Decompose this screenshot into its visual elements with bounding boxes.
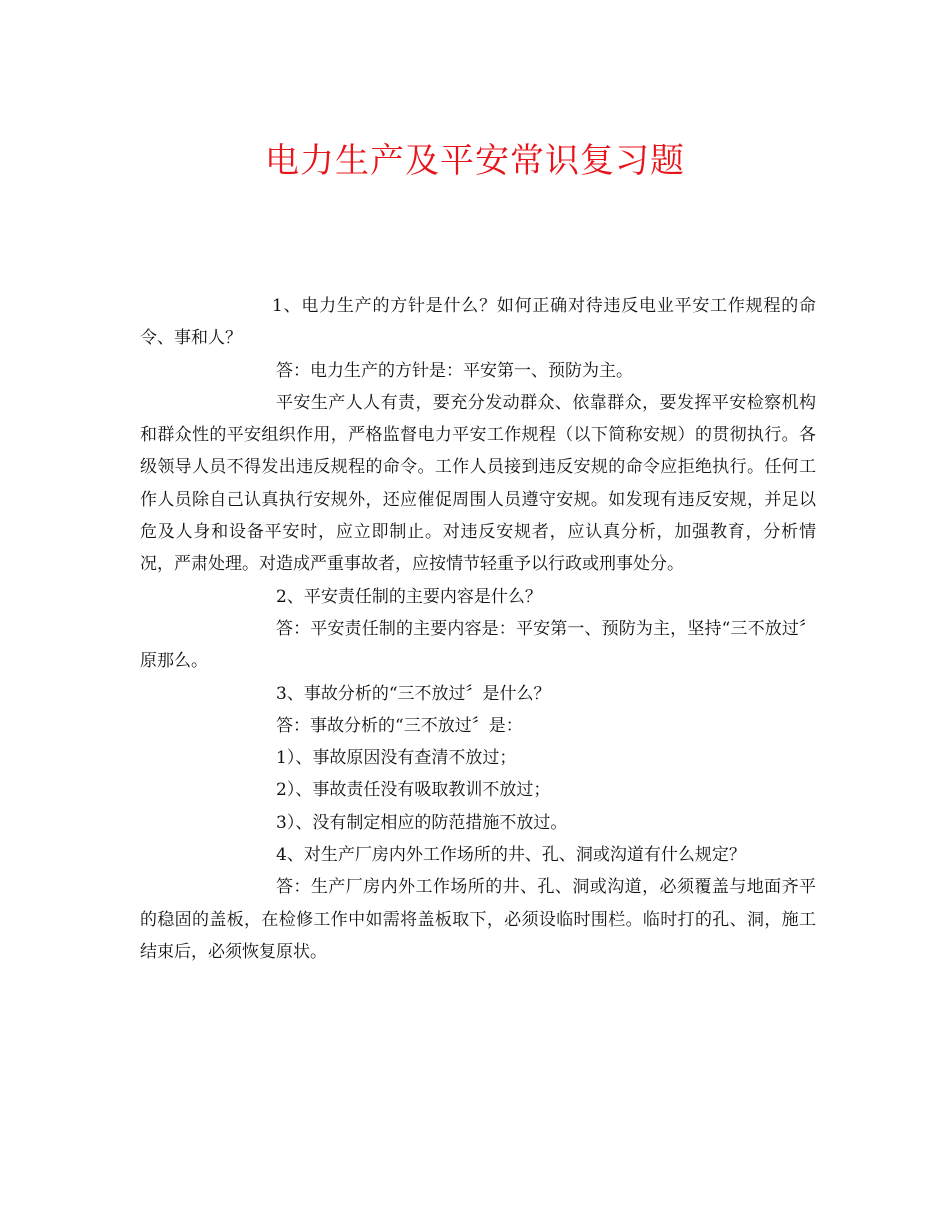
answer-3-item-2: 2）、事故责任没有吸取教训不放过；	[276, 780, 551, 801]
answer-2: 答：平安责任制的主要内容是：平安第一、预防为主，坚持“三不放过〞原那么。	[140, 618, 816, 672]
answer-3-item-3: 3）、没有制定相应的防范措施不放过。	[276, 812, 568, 833]
answer-4: 答：生产厂房内外工作场所的井、孔、洞或沟道，必须覆盖与地面齐平的稳固的盖板，在检修工作中如需将盖板取下，必须设临时围栏。临时打的孔、洞，施工结束后，必须恢复原状。	[140, 877, 816, 962]
question-2: 2、平安责任制的主要内容是什么？	[276, 586, 542, 607]
document-title: 电力生产及平安常识复习题	[265, 141, 685, 181]
answer-3-item-1: 1）、事故原因没有查清不放过；	[276, 748, 517, 769]
answer-1: 答：电力生产的方针是：平安第一、预防为主。	[276, 360, 633, 381]
question-1: 1、电力生产的方针是什么？如何正确对待违反电业平安工作规程的命令、事和人？	[140, 296, 816, 349]
question-3: 3、事故分析的“三不放过〞是什么？	[276, 683, 551, 704]
document-body	[140, 290, 816, 968]
answer-1-detail: 平安生产人人有责，要充分发动群众、依靠群众，要发挥平安检察机构和群众性的平安组织作用，严格监督电力平安工作规程（以下简称安规）的贯彻执行。各级领导人员不得发出违反规程的命令。工作人员接到违反安规的命令应拒绝执行。任何工作人员除自己认真执行安规外，还应催促周围人员遵守安规。如发现有违反安规，并足以危及人身和设备平安时，应立即制止。对违反安规者，应认真分析，加强教育，分析情况，严肃处理。对造成严重事故者，应按情节轻重予以行政或刑事处分。	[140, 392, 816, 575]
answer-3: 答：事故分析的“三不放过〞是：	[276, 715, 523, 736]
question-4: 4、对生产厂房内外工作场所的井、孔、洞或沟道有什么规定？	[276, 845, 746, 866]
